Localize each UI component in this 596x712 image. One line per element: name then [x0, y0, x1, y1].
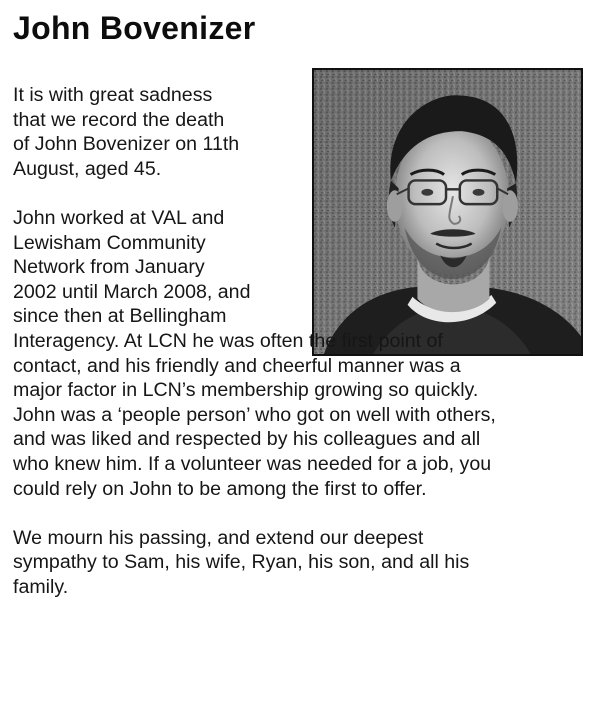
- text-line: and was liked and respected by his colleagues and all: [13, 428, 481, 451]
- text-line: Lewisham Community: [13, 231, 206, 254]
- text-line: that we record the death: [13, 108, 225, 131]
- text-line: who knew him. If a volunteer was needed for a job, you: [13, 452, 492, 475]
- text-line: August, aged 45.: [13, 157, 162, 180]
- text-line: of John Bovenizer on 11th: [13, 133, 240, 156]
- paragraph-gap: [13, 181, 588, 206]
- text-line: We mourn his passing, and extend our deepest: [13, 526, 424, 549]
- text-line: Interagency. At LCN he was often the first point of: [13, 329, 443, 352]
- text-line: 2002 until March 2008, and: [13, 280, 251, 303]
- paragraph-gap: [13, 501, 588, 526]
- text-line: could rely on John to be among the first to offer.: [13, 477, 427, 500]
- text-line: John was a ‘people person’ who got on well with others,: [13, 403, 496, 426]
- article-body: [13, 83, 588, 599]
- paragraph-career: [13, 206, 588, 501]
- paragraph-condolence: [13, 526, 588, 600]
- text-line: It is with great sadness: [13, 84, 213, 106]
- text-line: since then at Bellingham: [13, 305, 227, 328]
- text-line: John worked at VAL and: [13, 206, 225, 229]
- text-line: Network from January: [13, 256, 205, 279]
- text-line: contact, and his friendly and cheerful manner was a: [13, 354, 461, 377]
- article-title: John Bovenizer: [13, 10, 256, 46]
- text-line: family.: [13, 575, 69, 598]
- paragraph-intro: [13, 83, 303, 181]
- text-line: major factor in LCN’s membership growing so quickly.: [13, 379, 479, 402]
- text-line: sympathy to Sam, his wife, Ryan, his son, and all his: [13, 551, 470, 574]
